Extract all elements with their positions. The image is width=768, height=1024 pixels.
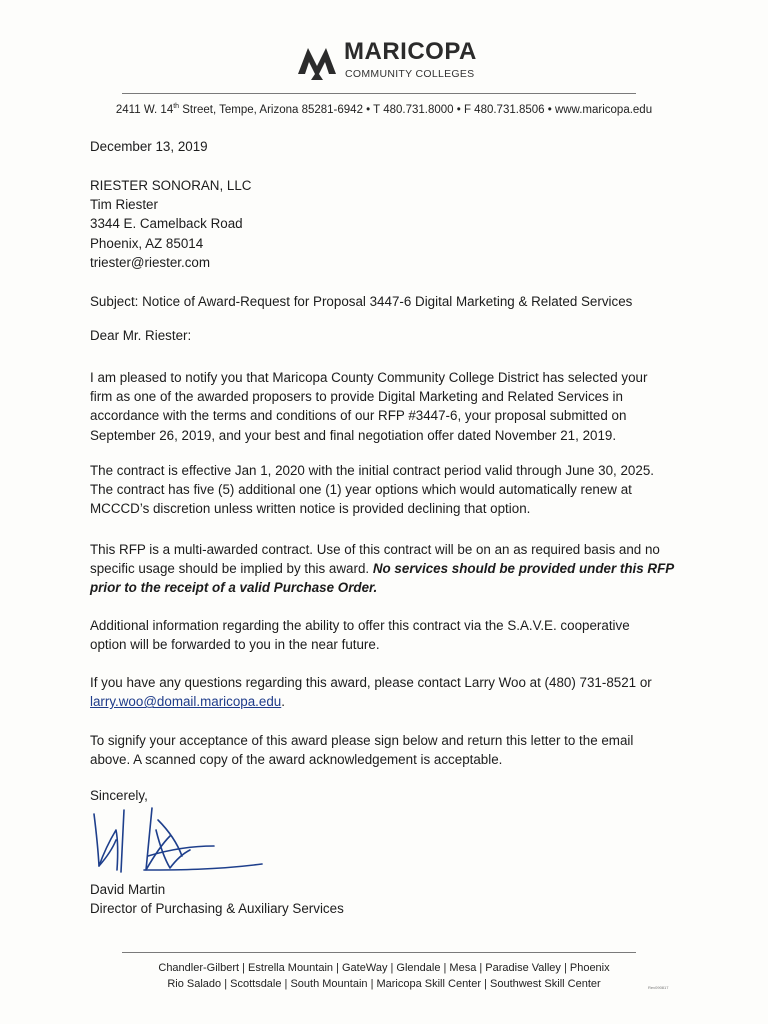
org-address: 2411 W. 14th Street, Tempe, Arizona 85281-6942 • T 480.731.8000 • F 480.731.8506 • www.maricopa.edu bbox=[115, 103, 653, 116]
recipient-name: Tim Riester bbox=[90, 197, 158, 213]
paragraph-contact: If you have any questions regarding this award, please contact Larry Woo at (480) 731-8521 or larry.woo@domail.maricopa.edu. bbox=[90, 675, 652, 710]
recipient-city: Phoenix, AZ 85014 bbox=[90, 235, 204, 251]
handwritten-signature bbox=[86, 800, 276, 886]
salutation: Dear Mr. Riester: bbox=[90, 328, 192, 343]
org-name: MARICOPA bbox=[344, 38, 477, 65]
org-subtitle: COMMUNITY COLLEGES bbox=[345, 68, 475, 80]
signer-name: David Martin bbox=[90, 882, 166, 897]
subject-line: Subject: Notice of Award-Request for Proposal 3447-6 Digital Marketing & Related Services bbox=[90, 294, 633, 309]
paragraph-contract-terms: The contract is effective Jan 1, 2020 with the initial contract period valid through June 30, 2025. The contract has five (5) additional one (1) year options which would automatically renew at MCCCD’s discretion unless written notice is provided declining that option. bbox=[90, 463, 654, 517]
maricopa-logo-icon bbox=[296, 40, 338, 82]
letter-date: December 13, 2019 bbox=[90, 139, 208, 154]
recipient-block bbox=[90, 176, 682, 272]
footer-divider bbox=[122, 952, 636, 953]
paragraph-save-cooperative: Additional information regarding the ability to offer this contract via the S.A.V.E. cooperative option will be forwarded to you in the near future. bbox=[90, 618, 630, 653]
paragraph-multi-award: This RFP is a multi-awarded contract. Use of this contract will be on an as required basis and no specific usage should be implied by this award. No services should be provided under this RFP prior to the receipt of a valid Purchase Order. bbox=[90, 542, 675, 596]
footer-colleges-line1: Chandler-Gilbert | Estrella Mountain | GateWay | Glendale | Mesa | Paradise Valley | Phoenix bbox=[158, 962, 610, 974]
signer-block bbox=[90, 880, 682, 918]
recipient-street: 3344 E. Camelback Road bbox=[90, 216, 243, 232]
paragraph-acceptance: To signify your acceptance of this award please sign below and return this letter to the email above. A scanned copy of the award acknowledgement is acceptable. bbox=[90, 733, 634, 768]
contact-email-link[interactable]: larry.woo@domail.maricopa.edu bbox=[90, 694, 282, 710]
closing: Sincerely, bbox=[90, 788, 148, 803]
paragraph-award-notice: I am pleased to notify you that Maricopa County Community College District has selected your firm as one of the awarded proposers to provide Digital Marketing and Related Services in accordance with the terms and conditions of our RFP #3447-6, your proposal submitted on September 26, 2019, and your best and final negotiation offer dated November 21, 2019. bbox=[90, 370, 648, 443]
header-divider bbox=[122, 93, 636, 94]
recipient-email: triester@riester.com bbox=[90, 254, 210, 270]
document-revision-code: Rev090817 bbox=[648, 985, 669, 990]
signer-title: Director of Purchasing & Auxiliary Services bbox=[90, 901, 344, 917]
footer-colleges-line2: Rio Salado | Scottsdale | South Mountain | Maricopa Skill Center | Southwest Skill Center bbox=[167, 978, 601, 990]
purchase-order-warning: No services should be provided under this RFP bbox=[372, 561, 675, 577]
recipient-company: RIESTER SONORAN, LLC bbox=[90, 178, 252, 193]
